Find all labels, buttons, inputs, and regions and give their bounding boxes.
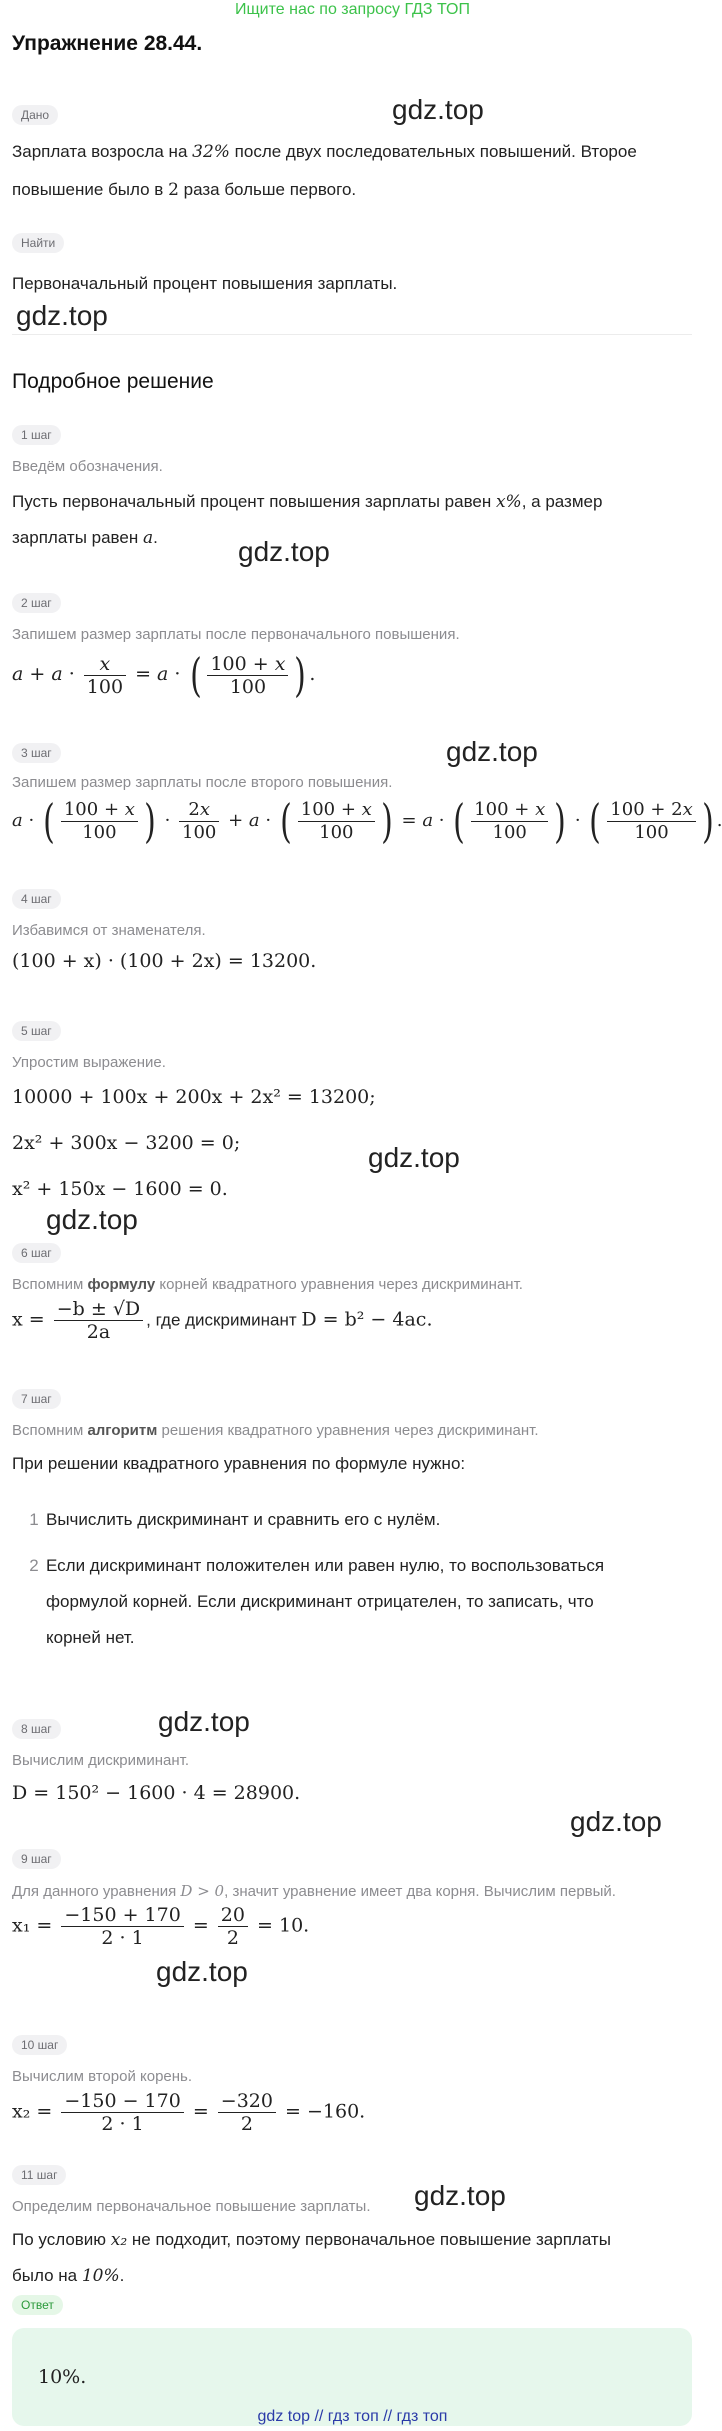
find-tag: Найти bbox=[12, 233, 64, 253]
footer-links[interactable]: gdz top // гдз топ // гдз топ bbox=[257, 2408, 448, 2425]
step3-equation: a · ( $\frac{100 + x}{100}$ ) · $\frac{2x}{100}$ + a · ( $\frac{100 + x}{100}$ ) = a · ( $\frac{100 + x}{100}$ ) · ( $\frac{100 + 2x}{100}$ ) . bbox=[12, 794, 722, 848]
list-item: 2 Если дискриминант положителен или равен нулю, то воспользоваться bbox=[29, 1556, 605, 1575]
list-item: 1 Вычислить дискриминант и сравнить его с нулём. bbox=[29, 1510, 441, 1529]
step-caption: Вычислим дискриминант. bbox=[12, 1752, 189, 1769]
find-text: Первоначальный процент повышения зарплаты. bbox=[12, 274, 398, 293]
step-tag: 10 шаг bbox=[12, 2035, 67, 2055]
step-caption: Введём обозначения. bbox=[12, 458, 163, 475]
step7-intro: При решении квадратного уравнения по формуле нужно: bbox=[12, 1454, 466, 1473]
list-item-continuation: корней нет. bbox=[46, 1628, 135, 1647]
step-caption: Для данного уравнения D > 0, значит уравнение имеет два корня. Вычислим первый. bbox=[12, 1882, 616, 1900]
step-caption: Вспомним формулу корней квадратного уравнения через дискриминант. bbox=[12, 1276, 523, 1293]
watermark: gdz.top bbox=[238, 536, 330, 567]
step-tag: 9 шаг bbox=[12, 1849, 61, 1869]
step8-equation: D = 150² − 1600 · 4 = 28900. bbox=[12, 1782, 301, 1804]
step-caption: Запишем размер зарплаты после первоначального повышения. bbox=[12, 626, 460, 643]
step-tag: 4 шаг bbox=[12, 889, 61, 909]
step-tag: 2 шаг bbox=[12, 593, 61, 613]
step11-line-1: По условию x₂ не подходит, поэтому первоначальное повышение зарплаты bbox=[12, 2230, 611, 2250]
step-tag: 6 шаг bbox=[12, 1243, 61, 1263]
step6-formula: x = $\frac{-b \pm √D}{2a}$ , где дискриминант D = b² − 4ac. bbox=[12, 1298, 433, 1343]
top-banner[interactable]: Ищите нас по запросу ГДЗ ТОП bbox=[235, 1, 470, 18]
step5-equation-1: 10000 + 100x + 200x + 2x² = 13200; bbox=[12, 1086, 376, 1108]
step2-equation: a + a · $\frac{x}{100}$ = a · ( $\frac{100 + x}{100}$ ) . bbox=[12, 648, 316, 702]
step5-equation-3: x² + 150x − 1600 = 0. bbox=[12, 1178, 228, 1200]
step-tag: 8 шаг bbox=[12, 1719, 61, 1739]
step-caption: Запишем размер зарплаты после второго повышения. bbox=[12, 774, 393, 791]
watermark: gdz.top bbox=[46, 1204, 138, 1235]
step-caption: Упростим выражение. bbox=[12, 1054, 166, 1071]
watermark: gdz.top bbox=[570, 1806, 662, 1837]
list-item-continuation: формулой корней. Если дискриминант отрицателен, то записать, что bbox=[46, 1592, 594, 1611]
step-caption: Определим первоначальное повышение зарплаты. bbox=[12, 2198, 371, 2215]
watermark: gdz.top bbox=[446, 736, 538, 767]
step4-equation: (100 + x) · (100 + 2x) = 13200. bbox=[12, 950, 317, 972]
given-line-1: Зарплата возросла на 32% после двух последовательных повышений. Второе bbox=[12, 142, 637, 162]
step-caption: Избавимся от знаменателя. bbox=[12, 922, 206, 939]
step9-equation: x₁ = $\frac{-150 + 170}{2 \cdot 1}$ = $\frac{20}{2}$ = 10. bbox=[12, 1904, 310, 1949]
answer-tag: Ответ bbox=[12, 2295, 63, 2315]
step10-equation: x₂ = $\frac{-150 - 170}{2 \cdot 1}$ = $\frac{-320}{2}$ = −160. bbox=[12, 2090, 366, 2135]
watermark: gdz.top bbox=[392, 94, 484, 125]
given-tag: Дано bbox=[12, 105, 58, 125]
step-caption: Вычислим второй корень. bbox=[12, 2068, 193, 2085]
watermark: gdz.top bbox=[16, 300, 108, 331]
exercise-title: Упражнение 28.44. bbox=[12, 32, 203, 55]
step1-line-2: зарплаты равен a. bbox=[12, 528, 158, 548]
step-tag: 11 шаг bbox=[12, 2165, 66, 2185]
step-tag: 1 шаг bbox=[12, 425, 61, 445]
given-line-2: повышение было в 2 раза больше первого. bbox=[12, 180, 357, 200]
answer-value: 10%. bbox=[38, 2366, 87, 2388]
solution-title: Подробное решение bbox=[12, 370, 214, 393]
step1-line-1: Пусть первоначальный процент повышения зарплаты равен x%, а размер bbox=[12, 492, 603, 512]
watermark: gdz.top bbox=[156, 1956, 248, 1987]
step5-equation-2: 2x² + 300x − 3200 = 0; bbox=[12, 1132, 241, 1154]
step-tag: 3 шаг bbox=[12, 743, 61, 763]
watermark: gdz.top bbox=[368, 1142, 460, 1173]
watermark: gdz.top bbox=[414, 2180, 506, 2211]
step11-line-2: было на 10%. bbox=[12, 2266, 125, 2286]
step-caption: Вспомним алгоритм решения квадратного уравнения через дискриминант. bbox=[12, 1422, 539, 1439]
divider bbox=[12, 334, 692, 335]
step-tag: 7 шаг bbox=[12, 1389, 61, 1409]
watermark: gdz.top bbox=[158, 1706, 250, 1737]
step-tag: 5 шаг bbox=[12, 1021, 61, 1041]
